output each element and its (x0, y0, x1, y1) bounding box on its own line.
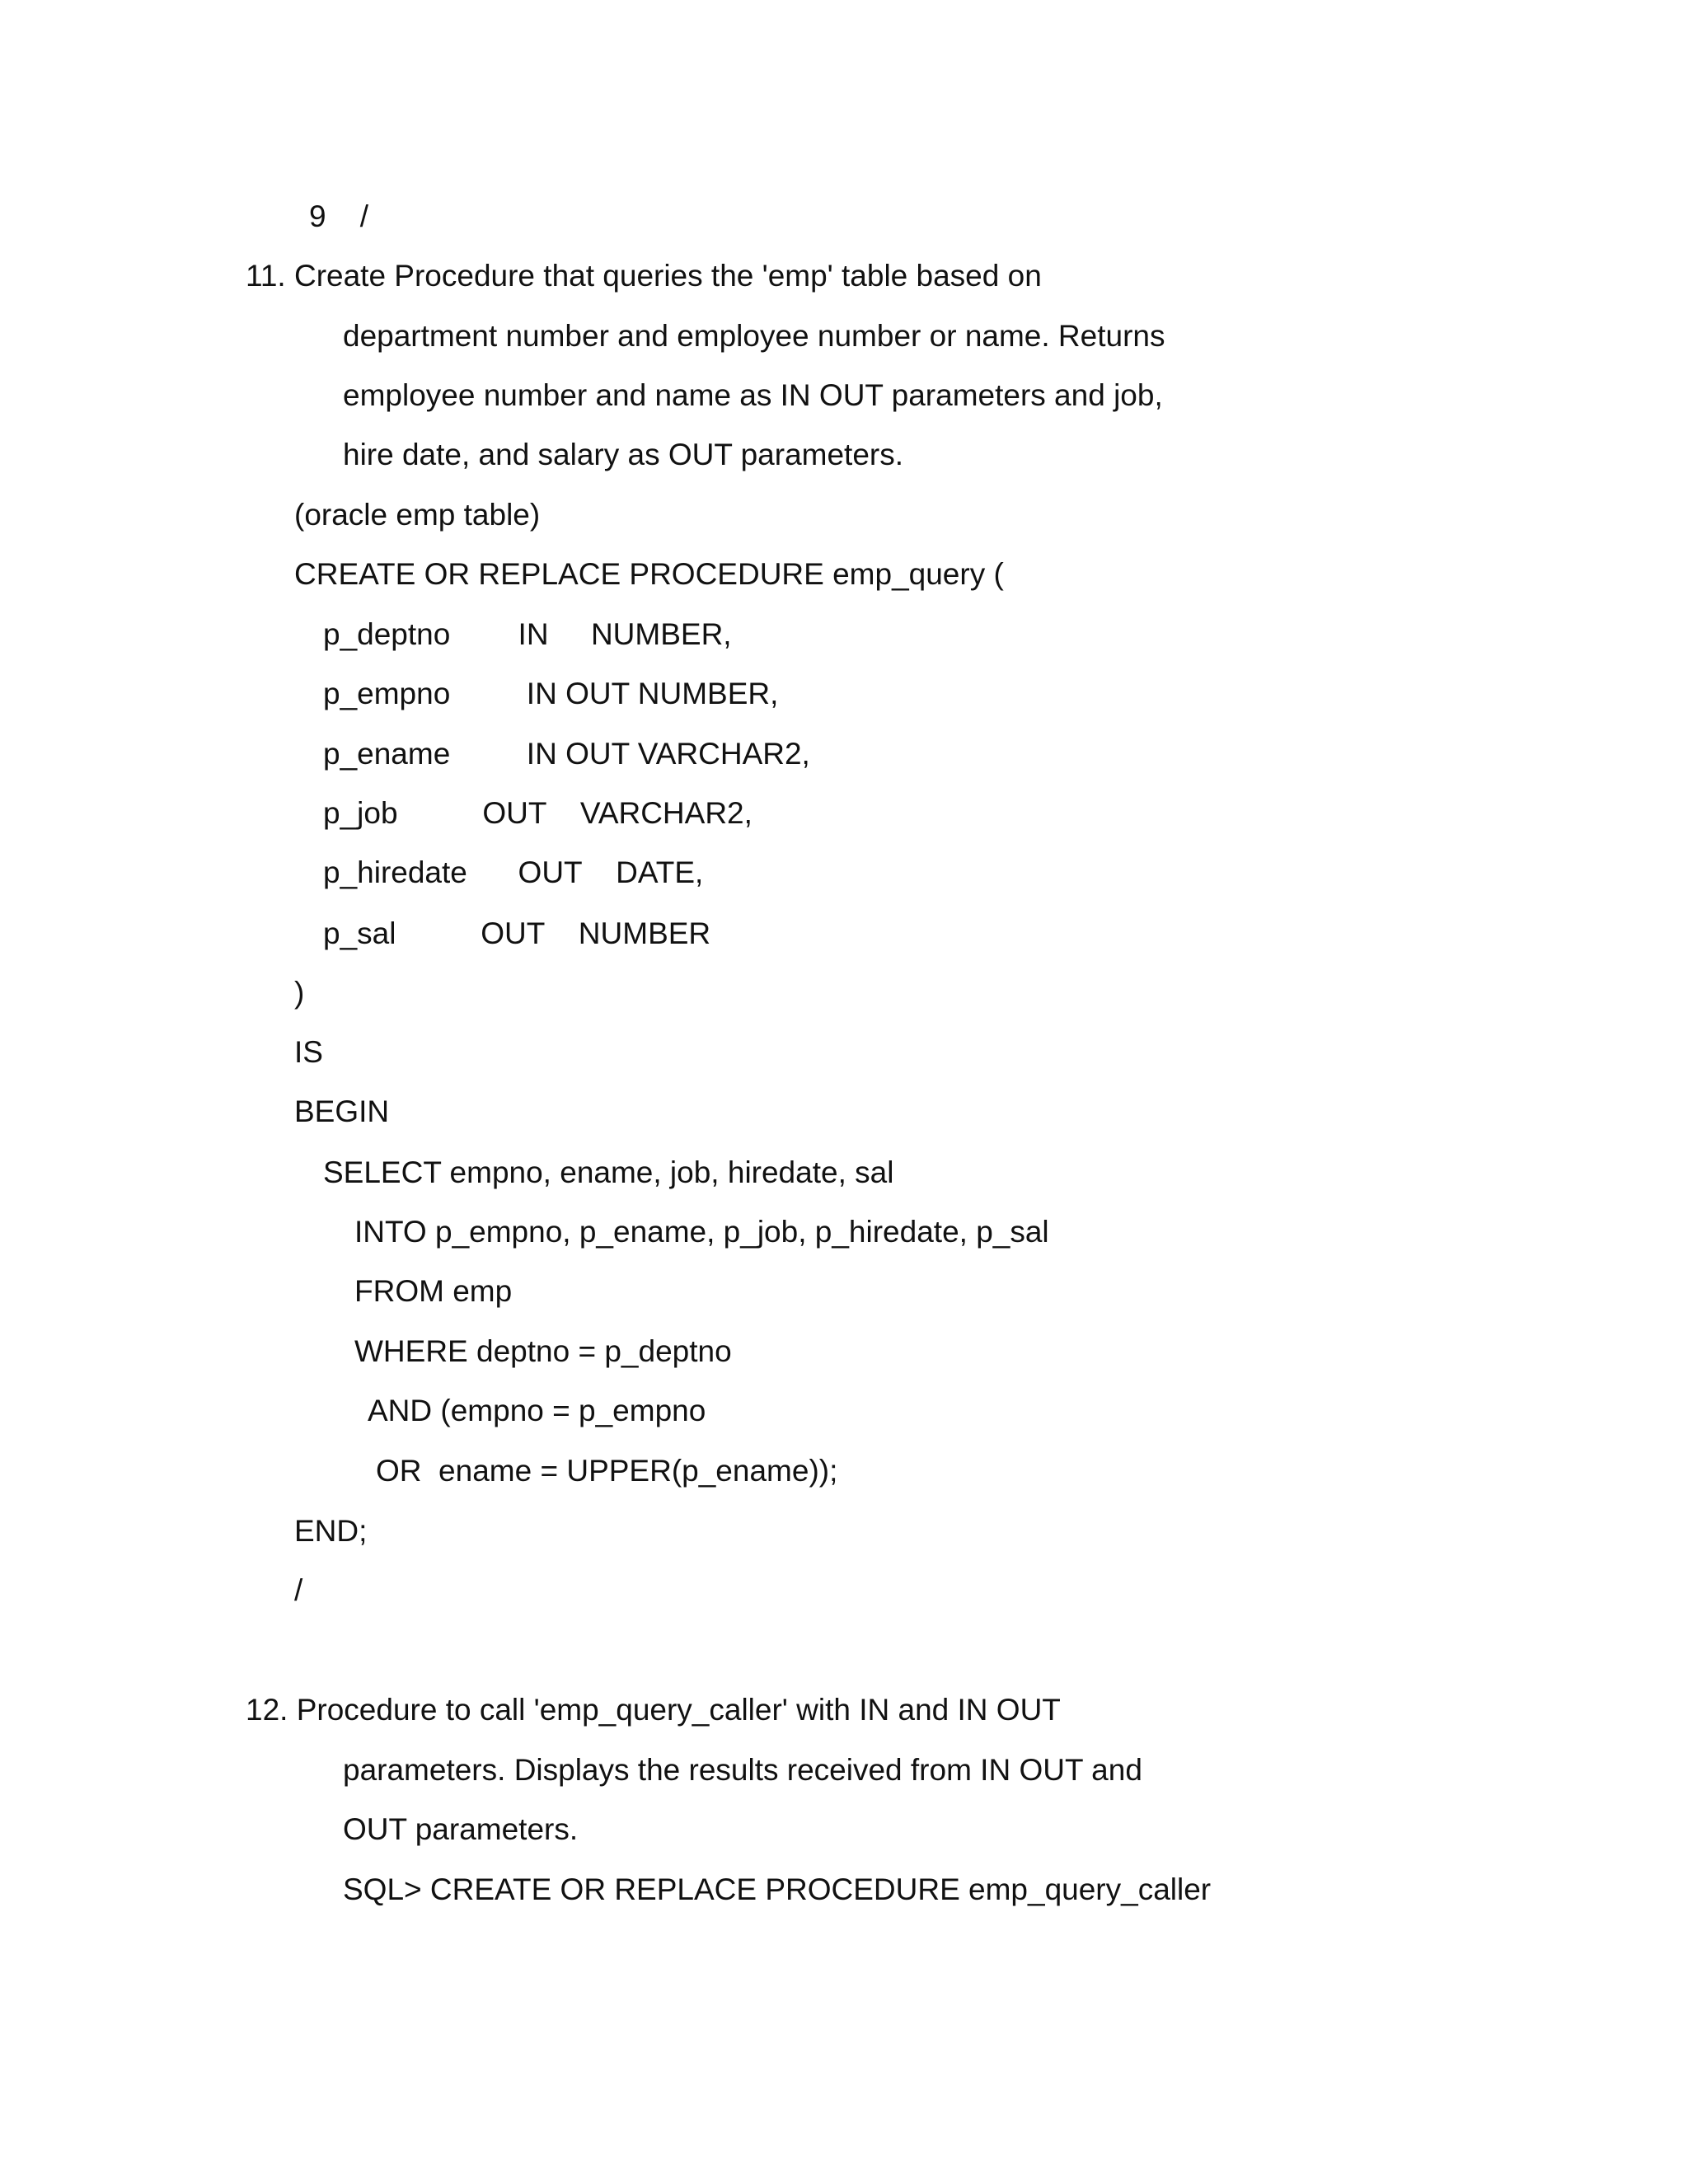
item-11-heading: 11. Create Procedure that queries the 'emp' table based on (246, 259, 1042, 293)
code-line: AND (empno = p_empno (368, 1394, 706, 1427)
code-line: / (294, 1573, 303, 1607)
code-line: END; (294, 1514, 368, 1548)
code-line-param: p_ename IN OUT VARCHAR2, (323, 737, 810, 771)
code-line: SQL> CREATE OR REPLACE PROCEDURE emp_query_caller (343, 1872, 1212, 1906)
code-line-page-ref: 9 / (309, 199, 368, 233)
code-line: INTO p_empno, p_ename, p_job, p_hiredate, p_sal (354, 1215, 1049, 1249)
code-line-param: p_hiredate OUT DATE, (323, 855, 704, 889)
code-line-param: p_job OUT VARCHAR2, (323, 796, 753, 830)
item-12-description-line: OUT parameters. (343, 1812, 579, 1846)
code-line: BEGIN (294, 1094, 390, 1128)
code-line: SELECT empno, ename, job, hiredate, sal (323, 1155, 894, 1189)
code-line: OR ename = UPPER(p_ename)); (376, 1454, 838, 1488)
code-line-param: p_empno IN OUT NUMBER, (323, 677, 779, 710)
item-12-heading: 12. Procedure to call 'emp_query_caller' with IN and IN OUT (246, 1693, 1061, 1727)
code-line-param: p_sal OUT NUMBER (323, 916, 711, 950)
code-line: FROM emp (354, 1274, 513, 1308)
code-line: IS (294, 1035, 323, 1069)
table-note: (oracle emp table) (294, 498, 541, 532)
code-line: ) (294, 976, 305, 1010)
code-line: WHERE deptno = p_deptno (354, 1334, 732, 1368)
item-12-description-line: parameters. Displays the results received from IN OUT and (343, 1753, 1142, 1787)
code-line: CREATE OR REPLACE PROCEDURE emp_query ( (294, 557, 1004, 591)
item-11-description-line: department number and employee number or name. Returns (343, 319, 1165, 353)
code-line-param: p_deptno IN NUMBER, (323, 617, 732, 651)
item-11-description-line: hire date, and salary as OUT parameters. (343, 438, 904, 471)
item-11-description-line: employee number and name as IN OUT parameters and job, (343, 378, 1163, 412)
